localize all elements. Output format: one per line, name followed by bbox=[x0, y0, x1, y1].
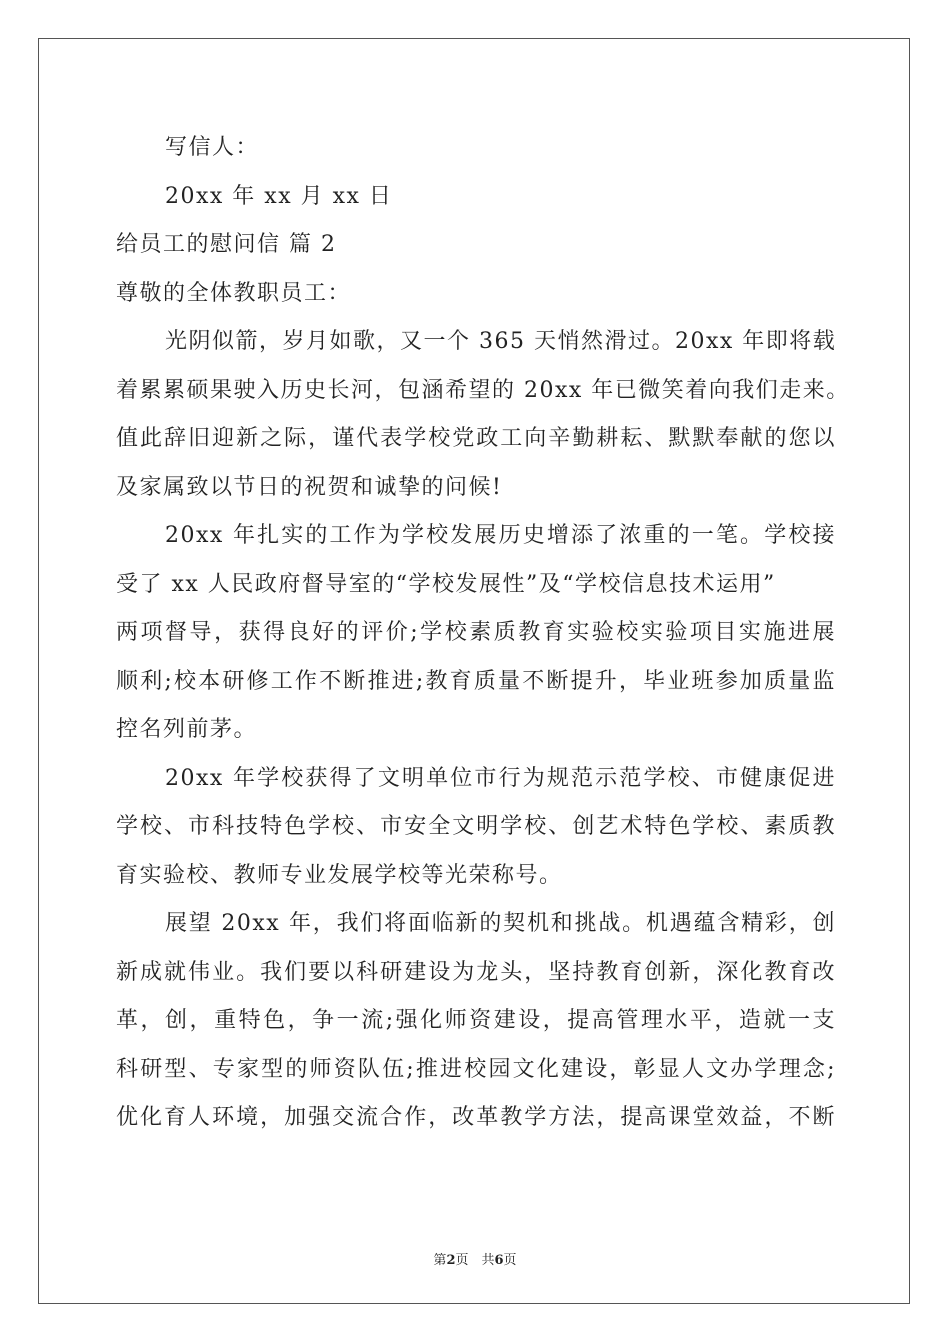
paragraph-line: 控名列前茅。 bbox=[116, 717, 258, 742]
paragraph-line: 学校、市科技特色学校、市安全文明学校、创艺术特色学校、素质教 bbox=[116, 814, 836, 839]
paragraph-line: 顺利;校本研修工作不断推进;教育质量不断提升，毕业班参加质量监 bbox=[116, 668, 836, 694]
paragraph-line: 及家属致以节日的祝贺和诚挚的问候! bbox=[116, 474, 503, 500]
paragraph-line: 科研型、专家型的师资队伍;推进校园文化建设，彰显人文办学理念; bbox=[116, 1056, 836, 1082]
paragraph-line: 受了 xx 人民政府督导室的“学校发展性”及“学校信息技术运用” bbox=[116, 571, 776, 597]
page-prefix: 第 bbox=[433, 1253, 447, 1268]
paragraph-1 bbox=[116, 318, 850, 512]
paragraph-4 bbox=[116, 900, 836, 1143]
paragraph-line: 新成就伟业。我们要以科研建设为龙头，坚持教育创新，深化教育改 bbox=[116, 959, 836, 985]
section-title: 给员工的慰问信 篇 2 bbox=[116, 232, 337, 257]
paragraph-line: 值此辞旧迎新之际，谨代表学校党政工向辛勤耕耘、默默奉献的您以 bbox=[116, 426, 836, 451]
paragraph-line: 两项督导，获得良好的评价;学校素质教育实验校实验项目实施进展 bbox=[116, 620, 836, 645]
paragraph-2 bbox=[116, 512, 836, 755]
paragraph-line: 光阴似箭，岁月如歌，又一个 365 天悄然滑过。20xx 年即将载 bbox=[165, 329, 837, 354]
paragraph-line: 育实验校、教师专业发展学校等光荣称号。 bbox=[116, 862, 563, 888]
signature-label: 写信人： bbox=[165, 135, 260, 160]
letter-date: 20xx 年 xx 月 xx 日 bbox=[165, 183, 393, 209]
paragraph-3 bbox=[116, 755, 836, 901]
paragraph-line: 优化育人环境，加强交流合作，改革教学方法，提高课堂效益，不断 bbox=[116, 1105, 836, 1130]
paragraph-line: 20xx 年扎实的工作为学校发展历史增添了浓重的一笔。学校接 bbox=[165, 523, 836, 548]
page-current: 2 bbox=[446, 1253, 456, 1268]
salutation: 尊敬的全体教职员工： bbox=[116, 280, 352, 306]
page-number-footer bbox=[0, 1249, 950, 1268]
paragraph-line: 展望 20xx 年，我们将面临新的契机和挑战。机遇蕴含精彩，创 bbox=[165, 911, 836, 936]
paragraph-line: 着累累硕果驶入历史长河，包涵希望的 20xx 年已微笑着向我们走来。 bbox=[116, 377, 850, 403]
paragraph-line: 20xx 年学校获得了文明单位市行为规范示范学校、市健康促进 bbox=[165, 765, 836, 791]
page-middle: 页 共 bbox=[455, 1253, 495, 1268]
page-suffix: 页 bbox=[503, 1253, 517, 1268]
page-total: 6 bbox=[494, 1253, 504, 1268]
paragraph-line: 革，创，重特色，争一流;强化师资建设，提高管理水平，造就一支 bbox=[116, 1008, 836, 1033]
letter-body bbox=[116, 124, 850, 1143]
